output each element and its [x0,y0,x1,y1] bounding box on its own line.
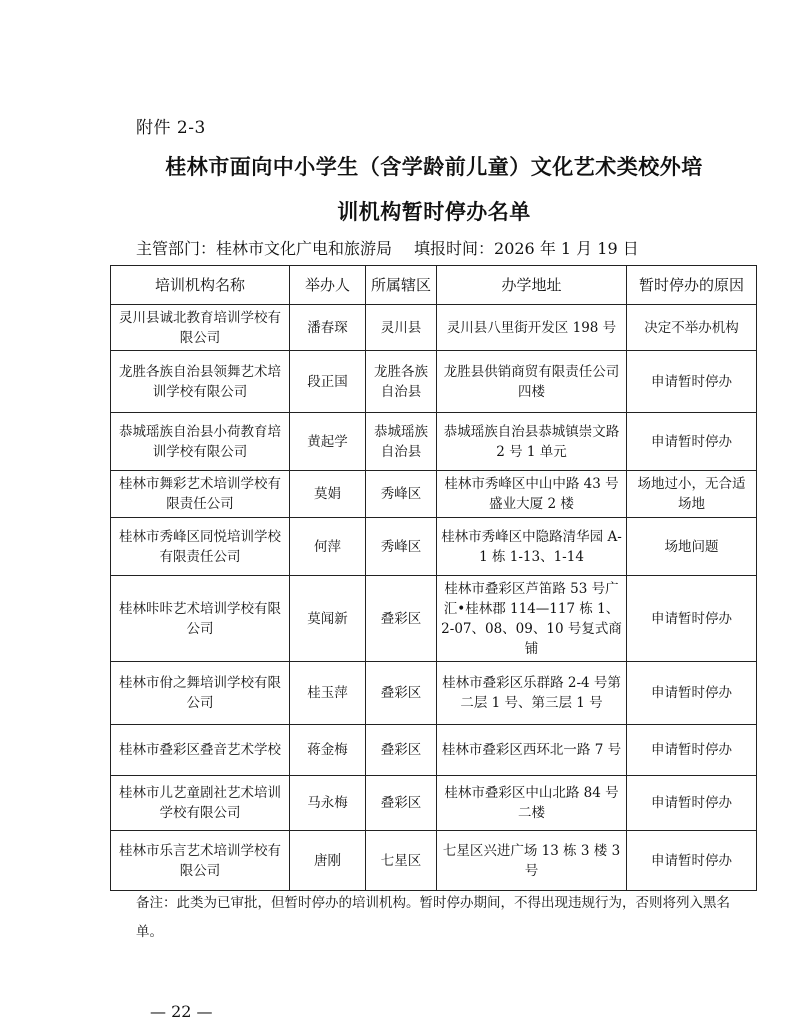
header-reason: 暂时停办的原因 [627,266,757,305]
cell-organizer: 莫娟 [290,471,366,518]
table-row [111,725,757,776]
cell-reason: 场地问题 [627,518,757,576]
table-row [111,413,757,471]
cell-organizer: 黄起学 [290,413,366,471]
table-row [111,351,757,413]
table-row [111,471,757,518]
cell-district: 叠彩区 [366,725,437,776]
cell-organizer: 段正国 [290,351,366,413]
header-organizer: 举办人 [290,266,366,305]
document-title-line-1: 桂林市面向中小学生（含学龄前儿童）文化艺术类校外培 [165,155,703,179]
table-header-row [111,266,757,305]
cell-organizer: 莫闻新 [290,576,366,662]
cell-organizer: 唐刚 [290,831,366,891]
cell-institution-name: 桂林市佾之舞培训学校有限公司 [111,662,290,725]
cell-reason: 申请暂时停办 [627,662,757,725]
table-row [111,831,757,891]
document-title-line-2: 训机构暂时停办名单 [337,200,531,224]
document-meta [136,236,639,259]
table-row [111,305,757,351]
cell-address: 桂林市秀峰区中隐路清华园 A-1 栋 1-13、1-14 [437,518,627,576]
cell-institution-name: 恭城瑶族自治县小荷教育培训学校有限公司 [111,413,290,471]
header-institution-name: 培训机构名称 [111,266,290,305]
cell-institution-name: 桂林市秀峰区同悦培训学校有限责任公司 [111,518,290,576]
cell-reason: 申请暂时停办 [627,576,757,662]
cell-district: 灵川县 [366,305,437,351]
cell-institution-name: 灵川县诚北教育培训学校有限公司 [111,305,290,351]
cell-organizer: 桂玉萍 [290,662,366,725]
cell-address: 桂林市秀峰区中山中路 43 号盛业大厦 2 楼 [437,471,627,518]
cell-district: 七星区 [366,831,437,891]
cell-address: 桂林市叠彩区芦笛路 53 号广汇•桂林郡 114—117 栋 1、2-07、08、09、10 号复式商铺 [437,576,627,662]
cell-reason: 申请暂时停办 [627,351,757,413]
footnote: 备注：此类为已审批，但暂时停办的培训机构。暂时停办期间，不得出现违规行为，否则将列入黑名单。 [136,895,730,940]
cell-reason: 申请暂时停办 [627,776,757,831]
table-row [111,776,757,831]
cell-district: 秀峰区 [366,518,437,576]
cell-institution-name: 龙胜各族自治县领舞艺术培训学校有限公司 [111,351,290,413]
cell-institution-name: 桂林市儿艺童剧社艺术培训学校有限公司 [111,776,290,831]
cell-address: 桂林市叠彩区西环北一路 7 号 [437,725,627,776]
cell-district: 叠彩区 [366,576,437,662]
cell-institution-name: 桂林市舞彩艺术培训学校有限责任公司 [111,471,290,518]
cell-address: 灵川县八里街开发区 198 号 [437,305,627,351]
table-row [111,662,757,725]
cell-district: 叠彩区 [366,776,437,831]
cell-district: 恭城瑶族自治县 [366,413,437,471]
cell-reason: 申请暂时停办 [627,831,757,891]
cell-address: 桂林市叠彩区乐群路 2-4 号第二层 1 号、第三层 1 号 [437,662,627,725]
cell-organizer: 潘春琛 [290,305,366,351]
cell-address: 龙胜县供销商贸有限责任公司四楼 [437,351,627,413]
department-label: 主管部门：桂林市文化广电和旅游局 [136,239,393,258]
suspended-institutions-table [110,265,757,891]
cell-address: 桂林市叠彩区中山北路 84 号二楼 [437,776,627,831]
cell-organizer: 何萍 [290,518,366,576]
attachment-label: 附件 2-3 [136,118,206,138]
cell-address: 七星区兴进广场 13 栋 3 楼 3 号 [437,831,627,891]
cell-reason: 申请暂时停办 [627,413,757,471]
table-row [111,576,757,662]
cell-institution-name: 桂林市叠彩区叠音艺术学校 [111,725,290,776]
page-number: — 22 — [150,1002,213,1021]
cell-district: 秀峰区 [366,471,437,518]
header-address: 办学地址 [437,266,627,305]
cell-address: 恭城瑶族自治县恭城镇崇文路 2 号 1 单元 [437,413,627,471]
cell-institution-name: 桂林咔咔艺术培训学校有限公司 [111,576,290,662]
cell-organizer: 马永梅 [290,776,366,831]
cell-district: 叠彩区 [366,662,437,725]
cell-reason: 场地过小，无合适场地 [627,471,757,518]
cell-organizer: 蒋金梅 [290,725,366,776]
cell-reason: 决定不举办机构 [627,305,757,351]
cell-reason: 申请暂时停办 [627,725,757,776]
cell-institution-name: 桂林市乐言艺术培训学校有限公司 [111,831,290,891]
header-district: 所属辖区 [366,266,437,305]
fill-date-label: 填报时间：2026 年 1 月 19 日 [414,239,639,258]
cell-district: 龙胜各族自治县 [366,351,437,413]
table-row [111,518,757,576]
